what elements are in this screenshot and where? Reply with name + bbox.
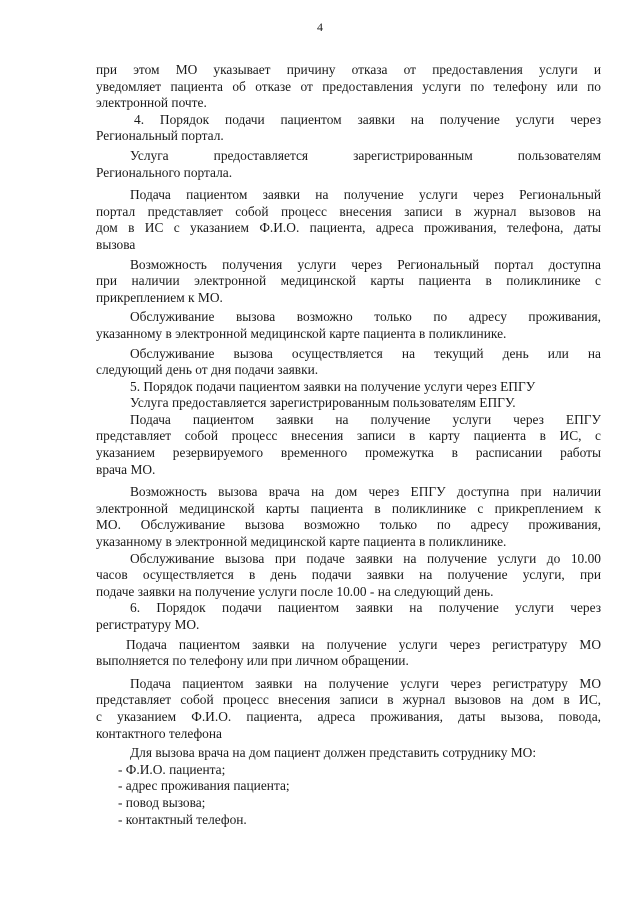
text-line: Возможность вызова врача на дом через ЕПГУ доступна при наличии xyxy=(130,484,601,500)
text-line: - повод вызова; xyxy=(118,794,206,810)
text-line: указанному в электронной медицинской карте пациента в поликлинике. xyxy=(96,325,507,341)
text-line: при наличии электронной медицинской карты пациента в поликлинике с xyxy=(96,273,601,289)
text-line: представляет собой процесс внесения записи в карту пациента в ИС, с xyxy=(96,428,601,444)
text-line: часов осуществляется в день подачи заявки на получение услуги, при xyxy=(96,567,601,583)
text-line: 4. Порядок подачи пациентом заявки на получение услуги через xyxy=(134,111,601,127)
text-line: указанием резервируемого временного промежутка в расписании работы xyxy=(96,445,601,461)
text-line: Подача пациентом заявки на получение услуги через Региональный xyxy=(130,187,601,203)
text-line: уведомляет пациента об отказе от предоставления услуги по телефону или по xyxy=(96,78,601,94)
text-line: при этом МО указывает причину отказа от предоставления услуги и xyxy=(96,62,601,77)
text-line: Услуга предоставляется зарегистрированным пользователям xyxy=(130,147,601,163)
text-line: следующий день от дня подачи заявки. xyxy=(96,362,319,378)
text-line: представляет собой процесс внесения записи в журнал вызовов на дом в ИС, xyxy=(96,692,601,708)
text-line: - адрес проживания пациента; xyxy=(118,778,290,794)
page-number: 4 xyxy=(317,20,323,34)
text-line: вызова xyxy=(96,236,136,252)
text-line: электронной почте. xyxy=(96,95,207,111)
text-line: Подача пациентом заявки на получение услуги через регистратуру МО xyxy=(126,636,601,652)
text-line: Региональный портал. xyxy=(96,128,224,144)
text-line: - контактный телефон. xyxy=(118,811,247,827)
text-line: прикреплением к МО. xyxy=(96,289,223,305)
text-line: дом в ИС с указанием Ф.И.О. пациента, адреса проживания, телефона, даты xyxy=(96,220,601,236)
text-line: Для вызова врача на дом пациент должен представить сотруднику МО: xyxy=(130,745,537,761)
text-line: Возможность получения услуги через Региональный портал доступна xyxy=(130,256,601,272)
text-line: врача МО. xyxy=(96,461,156,477)
text-line: портал представляет собой процесс внесения записи в журнал вызовов на xyxy=(96,203,601,219)
text-line: с указанием Ф.И.О. пациента, адреса проживания, даты вызова, повода, xyxy=(96,708,601,724)
text-line: Услуга предоставляется зарегистрированным пользователям ЕПГУ. xyxy=(130,395,516,411)
text-line: регистратуру МО. xyxy=(96,617,200,632)
text-line: подаче заявки на получение услуги после 10.00 - на следующий день. xyxy=(96,583,494,599)
text-line: - Ф.И.О. пациента; xyxy=(118,761,226,777)
document-body xyxy=(96,62,601,828)
text-line: выполняется по телефону или при личном обращении. xyxy=(96,653,409,669)
text-line: МО. Обслуживание вызова возможно только по адресу проживания, xyxy=(96,517,601,533)
text-line: 5. Порядок подачи пациентом заявки на получение услуги через ЕПГУ xyxy=(130,378,536,394)
text-line: Обслуживание вызова осуществляется на текущий день или на xyxy=(130,345,601,361)
text-line: Подача пациентом заявки на получение услуги через регистратуру МО xyxy=(130,675,601,691)
text-line: Подача пациентом заявки на получение услуги через ЕПГУ xyxy=(130,411,601,427)
text-line: электронной медицинской карты пациента в поликлинике с прикреплением к xyxy=(96,500,601,516)
text-line: Обслуживание вызова при подаче заявки на получение услуги до 10.00 xyxy=(130,550,601,566)
text-line: контактного телефона xyxy=(96,725,222,741)
text-line: Регионального портала. xyxy=(96,164,233,180)
text-line: указанному в электронной медицинской карте пациента в поликлинике. xyxy=(96,534,507,550)
text-line: 6. Порядок подачи пациентом заявки на получение услуги через xyxy=(130,600,601,616)
text-line: Обслуживание вызова возможно только по адресу проживания, xyxy=(130,309,601,325)
